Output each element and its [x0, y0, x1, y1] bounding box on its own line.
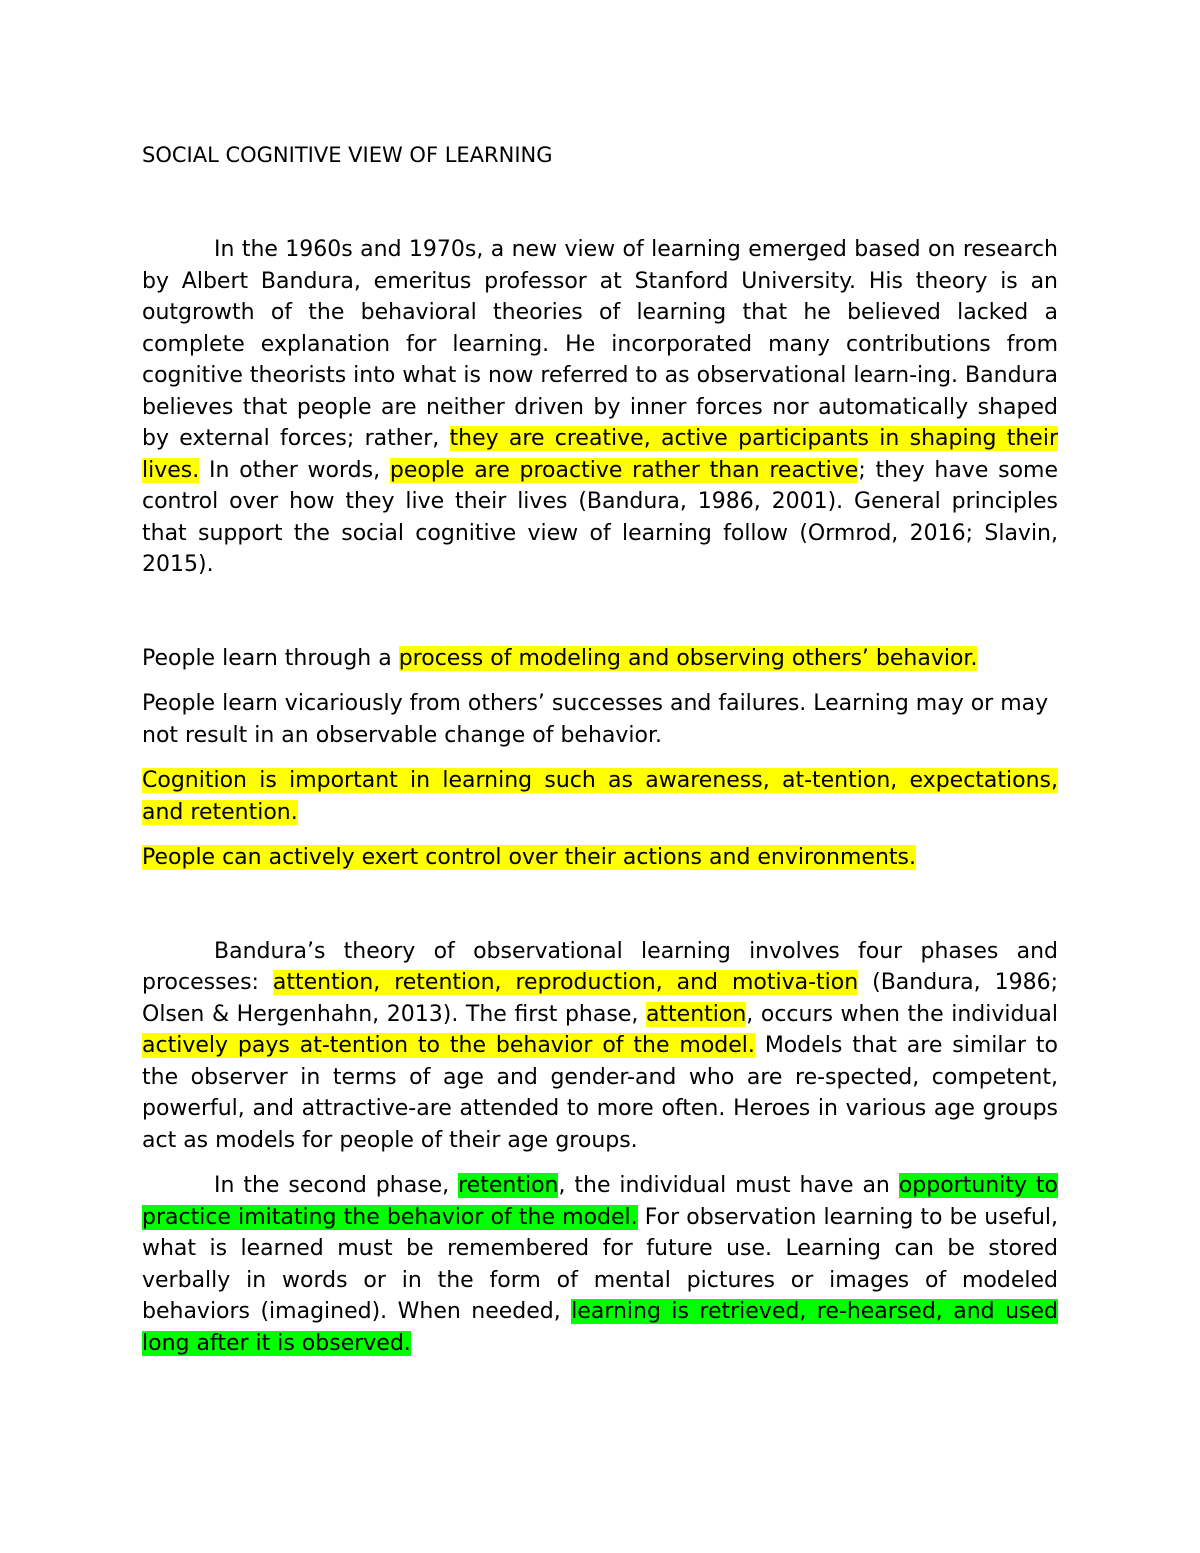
- spacer: [142, 874, 1058, 936]
- spacer: [142, 581, 1058, 643]
- document-body: [142, 138, 1058, 1359]
- phases-highlight-1: attention, retention, reproduction, and motiva-tion: [272, 970, 859, 995]
- principle-1: [142, 643, 1058, 675]
- intro-highlight-2: people are proactive rather than reactive: [389, 457, 859, 483]
- principle-1-text: People learn through a: [142, 645, 399, 671]
- retention-text-3: For observation learning to be useful, what is learned must be remembered for future use. Learning can be stored verbally in words or in the form of mental pictures or images of modeled behaviors (imagined). When needed,: [142, 1204, 1058, 1324]
- spacer: [142, 1156, 1058, 1170]
- spacer: [142, 172, 1058, 234]
- retention-highlight-3: learning is retrieved, re-hearsed, and used long after it is observed.: [142, 1299, 1058, 1356]
- retention-text-1: In the second phase,: [214, 1173, 459, 1198]
- principle-3-highlight: Cognition is important in learning such as awareness, at-tention, expectations, and retention.: [142, 768, 1058, 825]
- retention-text-2: , the individual must have an: [558, 1173, 899, 1198]
- phases-text-2: (Bandura, 1986; Olsen & Hergenhahn, 2013). The first phase,: [142, 970, 1058, 1027]
- principle-1-highlight: process of modeling and observing others’ behavior.: [398, 645, 978, 671]
- intro-text-1: In the 1960s and 1970s, a new view of learning emerged based on research by Albert Bandura, emeritus professor at Stanford University. His theory is an outgrowth of the behavioral theories of learning that he believed lacked a complete explanation for learning. He incorporated many contributions from cognitive theorists into what is now referred to as observational learn-ing. Bandura believes that people are neither driven by inner forces nor automatically shaped by external forces; rather,: [142, 237, 1058, 451]
- spacer: [142, 751, 1058, 765]
- retention-highlight-2: opportunity to practice imitating the behavior of the model.: [142, 1173, 1058, 1230]
- spacer: [142, 674, 1058, 688]
- intro-text-2: In other words,: [199, 457, 390, 483]
- phases-text-1: Bandura’s theory of observational learning involves four phases and processes:: [142, 938, 1058, 995]
- principle-4: [142, 842, 1058, 874]
- phases-highlight-3: actively pays at-tention to the behavior of the model.: [142, 1033, 755, 1058]
- principle-4-highlight: People can actively exert control over their actions and environments.: [142, 845, 916, 870]
- phases-highlight-2: attention: [645, 1001, 747, 1027]
- intro-highlight-1: they are creative, active participants in shaping their lives.: [142, 426, 1059, 483]
- spacer: [142, 828, 1058, 842]
- principle-3: [142, 765, 1058, 828]
- document-title: SOCIAL COGNITIVE VIEW OF LEARNING: [142, 143, 553, 167]
- retention-paragraph: [142, 1170, 1058, 1359]
- phases-text-4: Models that are similar to the observer in terms of age and gender-and who are re-spected, competent, powerful, and attractive-are attended to more often. Heroes in various age groups act as models for people of their age groups.: [142, 1033, 1058, 1153]
- retention-highlight-1: retention: [458, 1173, 559, 1198]
- intro-text-3: ; they have some control over how they live their lives (Bandura, 1986, 2001). General principles that support the social cognitive view of learning follow (Ormrod, 2016; Slavin, 2015).: [142, 457, 1059, 577]
- phases-paragraph: [142, 936, 1058, 1157]
- intro-paragraph: [142, 234, 1058, 581]
- phases-text-3: , occurs when the individual: [746, 1001, 1059, 1027]
- principle-2: People learn vicariously from others’ successes and failures. Learning may or may not result in an observable change of behavior.: [142, 691, 1049, 748]
